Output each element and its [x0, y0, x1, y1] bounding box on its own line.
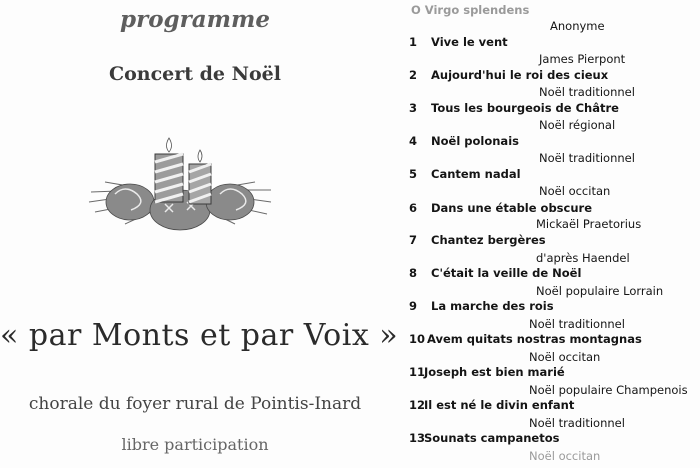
piece-composer: Anonyme: [550, 19, 605, 33]
piece-number: 4: [409, 134, 418, 148]
piece-title: Noël polonais: [431, 134, 519, 148]
piece-number: 13: [409, 431, 426, 445]
piece-title: Chantez bergères: [431, 233, 546, 247]
list-item: [393, 35, 700, 51]
list-item: [393, 118, 700, 134]
list-item: [393, 284, 700, 300]
piece-composer: Noël occitan: [529, 350, 601, 364]
piece-number: 11: [409, 365, 426, 379]
list-item: [393, 85, 700, 101]
piece-title: Tous les bourgeois de Châtre: [431, 101, 619, 115]
piece-composer: Noël traditionnel: [539, 85, 635, 99]
piece-composer: Noël traditionnel: [529, 416, 625, 430]
list-item: [393, 365, 700, 381]
piece-composer: Noël populaire Champenois: [529, 383, 688, 397]
list-item: [393, 317, 700, 333]
list-item: [393, 449, 700, 465]
piece-composer: Noël populaire Lorrain: [536, 284, 664, 298]
list-item: [393, 217, 700, 233]
piece-number: 8: [409, 266, 418, 280]
list-item: [393, 431, 700, 447]
piece-title: Cantem nadal: [431, 167, 521, 181]
piece-number: 12: [409, 398, 426, 412]
list-item: [393, 350, 700, 366]
list-item: [393, 3, 700, 19]
piece-number: 7: [409, 233, 418, 247]
concert-title: Concert de Noël: [108, 63, 281, 85]
piece-number: 6: [409, 201, 418, 215]
list-item: [393, 266, 700, 282]
program-list: [393, 0, 700, 468]
piece-number: 10: [409, 332, 426, 346]
piece-title: Dans une étable obscure: [431, 201, 593, 215]
list-item: [393, 184, 700, 200]
piece-title: Sounats campanetos: [424, 431, 560, 445]
piece-title: Vive le vent: [431, 35, 508, 49]
piece-composer: d'après Haendel: [536, 251, 630, 265]
piece-composer: Noël occitan: [539, 184, 611, 198]
list-item: [393, 398, 700, 414]
piece-composer: Noël traditionnel: [539, 151, 635, 165]
piece-title: La marche des rois: [431, 299, 554, 313]
list-item: [393, 101, 700, 117]
piece-number: 9: [409, 299, 418, 313]
list-item: [393, 332, 700, 348]
piece-title: O Virgo splendens: [411, 3, 530, 17]
choir-description: chorale du foyer rural de Pointis-Inard: [28, 394, 362, 414]
list-item: [393, 68, 700, 84]
piece-number: 5: [409, 167, 418, 181]
piece-title: Joseph est bien marié: [424, 365, 565, 379]
piece-number: 3: [409, 101, 418, 115]
piece-composer: Mickaël Praetorius: [536, 217, 642, 231]
list-item: [393, 251, 700, 267]
piece-title: Il est né le divin enfant: [424, 398, 575, 412]
entry-note: libre participation: [121, 435, 269, 454]
piece-title: Aujourd'hui le roi des cieux: [431, 68, 609, 82]
list-item: [393, 167, 700, 183]
piece-number: 2: [409, 68, 418, 82]
list-item: [393, 19, 700, 35]
piece-title: C'était la veille de Noël: [431, 266, 582, 280]
piece-number: 1: [409, 35, 418, 49]
programme-heading: programme: [120, 6, 270, 33]
list-item: [393, 52, 700, 68]
list-item: [393, 416, 700, 432]
christmas-candles-icon: [85, 132, 275, 237]
list-item: [393, 201, 700, 217]
piece-composer: Noël régional: [539, 118, 616, 132]
choir-name: « par Monts et par Voix »: [0, 318, 399, 353]
list-item: [393, 134, 700, 150]
piece-composer: Noël occitan: [529, 449, 601, 463]
list-item: [393, 151, 700, 167]
piece-composer: James Pierpont: [539, 52, 626, 66]
list-item: [393, 233, 700, 249]
piece-composer: Noël traditionnel: [529, 317, 625, 331]
piece-title: Avem quitats nostras montagnas: [427, 332, 642, 346]
list-item: [393, 383, 700, 399]
list-item: [393, 299, 700, 315]
